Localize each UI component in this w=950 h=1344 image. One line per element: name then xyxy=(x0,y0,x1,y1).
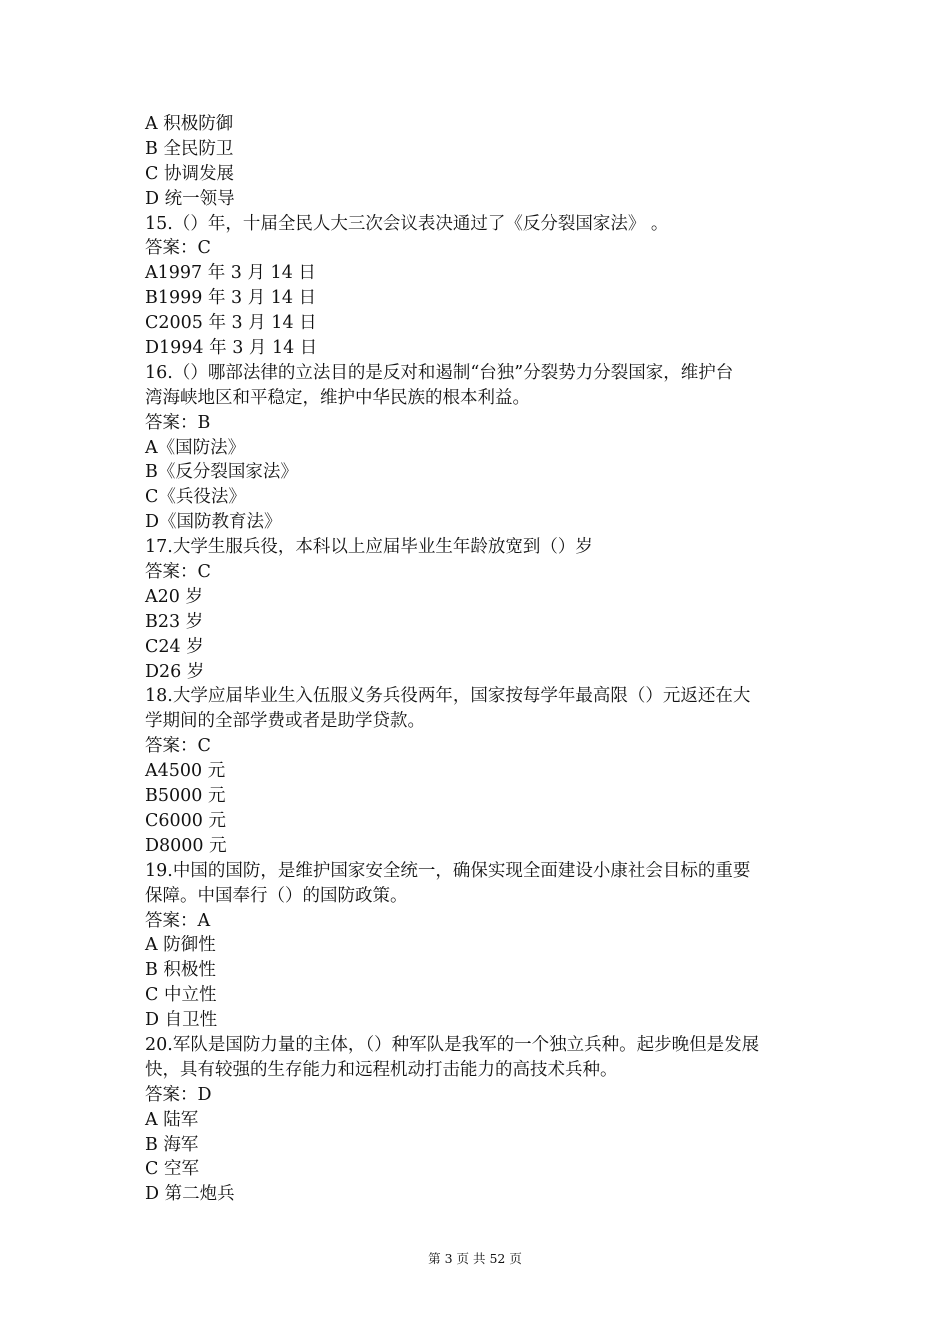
text-line: 快，具有较强的生存能力和远程机动打击能力的高技术兵种。 xyxy=(145,1059,618,1080)
text-line: A 陆军 xyxy=(145,1109,199,1130)
text-line: D8000 元 xyxy=(145,835,227,856)
text-line: B 全民防卫 xyxy=(145,138,234,159)
document-body xyxy=(145,112,815,1207)
text-line: 答案：B xyxy=(145,412,211,433)
text-line: 20.军队是国防力量的主体，（）种军队是我军的一个独立兵种。起步晚但是发展 xyxy=(145,1034,760,1055)
text-line: A20 岁 xyxy=(145,586,203,607)
text-line: D26 岁 xyxy=(145,661,205,682)
page-number: 第 3 页 共 52 页 xyxy=(428,1251,522,1266)
text-line: A 积极防御 xyxy=(145,114,234,134)
text-line: 19.中国的国防，是维护国家安全统一，确保实现全面建设小康社会目标的重要 xyxy=(145,860,751,881)
text-line: C6000 元 xyxy=(145,810,226,831)
text-line: C 协调发展 xyxy=(145,163,234,184)
text-line: C2005 年 3 月 14 日 xyxy=(145,313,317,334)
text-line: D 自卫性 xyxy=(145,1010,218,1031)
text-line: A1997 年 3 月 14 日 xyxy=(145,263,316,284)
text-line: C《兵役法》 xyxy=(145,487,246,508)
text-line: 15.（）年，十届全民人大三次会议表决通过了《反分裂国家法》 。 xyxy=(145,213,669,234)
text-line: 学期间的全部学费或者是助学贷款。 xyxy=(145,711,425,732)
text-line: 保障。中国奉行（）的国防政策。 xyxy=(145,885,408,906)
text-line: 答案：C xyxy=(145,562,211,583)
text-line: B 海军 xyxy=(145,1134,199,1155)
text-line: 18.大学应届毕业生入伍服义务兵役两年，国家按每学年最高限（）元返还在大 xyxy=(145,686,751,707)
text-line: D 第二炮兵 xyxy=(145,1184,235,1205)
text-line: B《反分裂国家法》 xyxy=(145,462,298,483)
text-line: 答案：C xyxy=(145,736,211,757)
text-line: 湾海峡地区和平稳定，维护中华民族的根本利益。 xyxy=(145,387,530,408)
text-line: C 空军 xyxy=(145,1159,199,1180)
text-line: D《国防教育法》 xyxy=(145,512,282,533)
text-line: C24 岁 xyxy=(145,636,204,657)
text-line: B1999 年 3 月 14 日 xyxy=(145,288,317,309)
text-line: 17.大学生服兵役，本科以上应届毕业生年龄放宽到（）岁 xyxy=(145,537,593,558)
text-line: D1994 年 3 月 14 日 xyxy=(145,338,318,359)
text-line: B23 岁 xyxy=(145,611,204,632)
text-line: 16.（）哪部法律的立法目的是反对和遏制“台独”分裂势力分裂国家，维护台 xyxy=(145,362,734,383)
text-line: 答案：C xyxy=(145,238,211,259)
text-line: A 防御性 xyxy=(145,935,216,956)
text-line: A《国防法》 xyxy=(145,437,246,458)
text-line: 答案：D xyxy=(145,1084,212,1105)
text-line: D 统一领导 xyxy=(145,188,235,209)
text-line: B 积极性 xyxy=(145,960,216,981)
page-footer xyxy=(0,1250,950,1268)
text-line: 答案：A xyxy=(145,910,211,931)
text-line: C 中立性 xyxy=(145,985,217,1006)
text-line: B5000 元 xyxy=(145,786,226,807)
text-line: A4500 元 xyxy=(145,761,226,782)
